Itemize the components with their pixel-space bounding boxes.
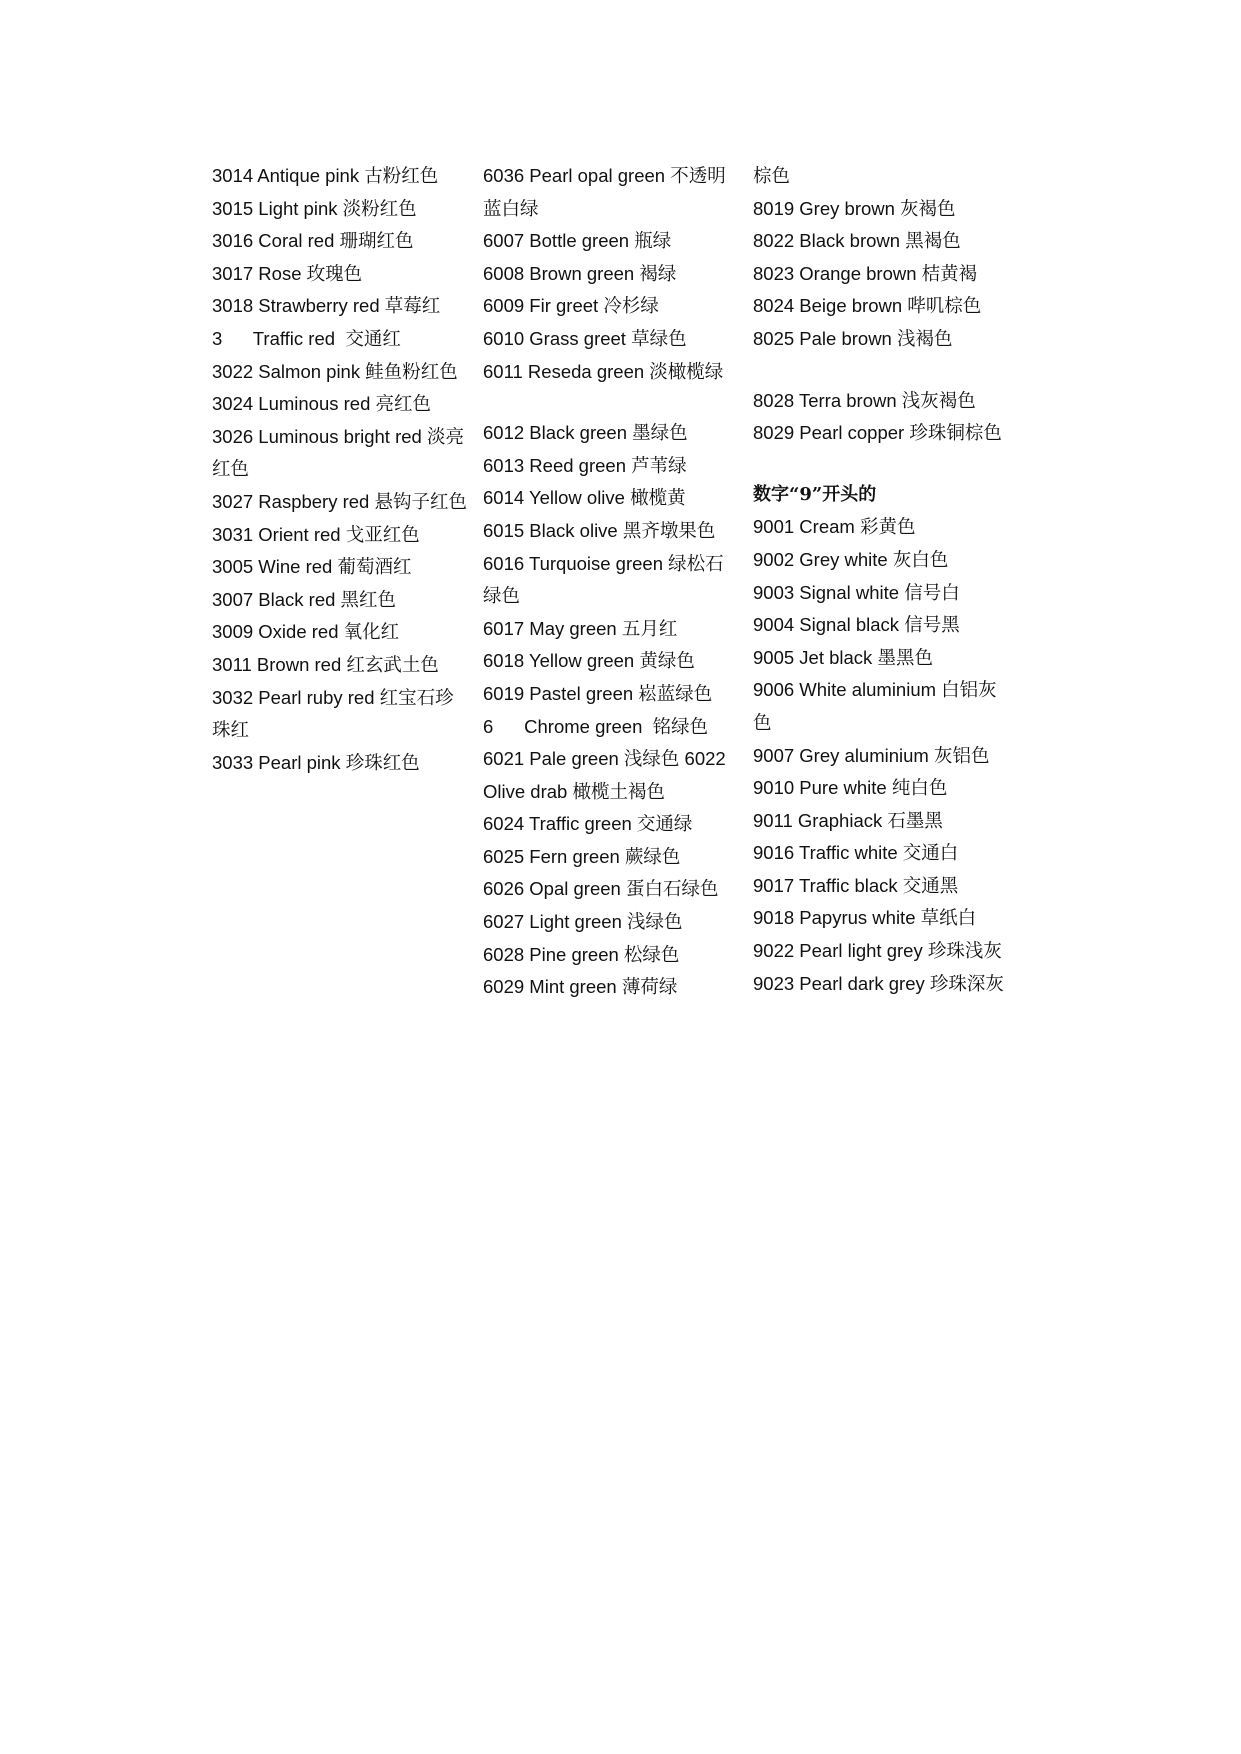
color-entry: 3026 Luminous bright red 淡亮 — [212, 425, 464, 447]
color-entry: 3018 Strawberry red 草莓红 — [212, 295, 441, 317]
blank-line — [753, 356, 1023, 385]
color-entry: 3009 Oxide red 氧化红 — [212, 621, 400, 643]
color-entry: 6 Chrome green 铭绿色 — [483, 715, 709, 737]
color-entry-continuation: 蓝白绿 — [483, 197, 539, 219]
color-entry: 3022 Salmon pink 鲑鱼粉红色 — [212, 360, 458, 382]
color-entry: 3033 Pearl pink 珍珠红色 — [212, 751, 420, 773]
color-entry: 6026 Opal green 蛋白石绿色 — [483, 878, 719, 900]
color-entry: 6016 Turquoise green 绿松石 — [483, 552, 724, 574]
color-entry-continuation: 棕色 — [753, 165, 791, 186]
color-entry: 9018 Papyrus white 草纸白 — [753, 907, 977, 929]
color-entry: 3024 Luminous red 亮红色 — [212, 393, 432, 415]
blank-line — [753, 450, 1023, 479]
color-entry: 6027 Light green 浅绿色 — [483, 911, 683, 933]
color-entry: 6010 Grass greet 草绿色 — [483, 327, 687, 349]
color-entry: 9010 Pure white 纯白色 — [753, 777, 948, 799]
color-entry: 3 Traffic red 交通红 — [212, 327, 401, 349]
color-entry: 3005 Wine red 葡萄酒红 — [212, 556, 412, 578]
color-entry: 9005 Jet black 墨黑色 — [753, 646, 933, 668]
color-list-column-right — [753, 160, 1023, 1000]
color-entry: 6009 Fir greet 冷杉绿 — [483, 295, 659, 317]
color-entry: 8024 Beige brown 哔叽棕色 — [753, 295, 982, 317]
color-entry: 3011 Brown red 红玄武土色 — [212, 653, 439, 675]
section-heading: 数字“9”开头的 — [753, 483, 877, 505]
color-entry: 3007 Black red 黑红色 — [212, 588, 397, 610]
color-entry: 8025 Pale brown 浅褐色 — [753, 327, 953, 349]
color-entry: 6019 Pastel green 崧蓝绿色 — [483, 682, 713, 704]
color-entry: 3032 Pearl ruby red 红宝石珍 — [212, 686, 454, 708]
color-entry: 3027 Raspbery red 悬钩子红色 — [212, 490, 467, 512]
color-entry: 8023 Orange brown 桔黄褐 — [753, 262, 978, 284]
color-entry: 8022 Black brown 黑褐色 — [753, 230, 961, 252]
color-entry: 9011 Graphiack 石墨黑 — [753, 809, 943, 831]
color-entry: 6007 Bottle green 瓶绿 — [483, 230, 672, 252]
color-entry: 6029 Mint green 薄荷绿 — [483, 976, 678, 998]
color-entry: 9006 White aluminium 白铝灰 — [753, 679, 997, 701]
color-entry-continuation: 绿色 — [483, 585, 521, 607]
color-entry: 6018 Yellow green 黄绿色 — [483, 650, 695, 672]
blank-line — [483, 388, 745, 417]
color-entry: 3015 Light pink 淡粉红色 — [212, 197, 417, 219]
color-entry: 6021 Pale green 浅绿色 6022 — [483, 748, 726, 770]
color-entry: 6028 Pine green 松绿色 — [483, 943, 680, 965]
color-entry: 9016 Traffic white 交通白 — [753, 842, 959, 864]
color-entry: 6036 Pearl opal green 不透明 — [483, 165, 726, 186]
color-entry: 6013 Reed green 芦苇绿 — [483, 454, 687, 476]
color-entry: 3031 Orient red 戈亚红色 — [212, 523, 420, 545]
color-entry: 6012 Black green 墨绿色 — [483, 422, 688, 444]
color-entry: 6008 Brown green 褐绿 — [483, 262, 677, 284]
color-entry: 6024 Traffic green 交通绿 — [483, 813, 693, 835]
color-entry: 3014 Antique pink 古粉红色 — [212, 165, 439, 186]
color-entry: 6025 Fern green 蕨绿色 — [483, 845, 681, 867]
color-entry: 9002 Grey white 灰白色 — [753, 548, 949, 570]
color-entry: 6017 May green 五月红 — [483, 617, 678, 639]
color-entry: 9017 Traffic black 交通黑 — [753, 874, 959, 896]
color-list-column-left — [212, 160, 480, 779]
color-entry: 3017 Rose 玫瑰色 — [212, 262, 363, 284]
color-entry: 6015 Black olive 黑齐墩果色 — [483, 519, 716, 541]
color-entry: 9004 Signal black 信号黑 — [753, 614, 960, 636]
color-entry: 6014 Yellow olive 橄榄黄 — [483, 487, 686, 509]
color-entry: 9003 Signal white 信号白 — [753, 581, 960, 603]
color-entry: 9007 Grey aluminium 灰铝色 — [753, 744, 990, 766]
color-entry-continuation: 珠红 — [212, 719, 250, 741]
color-entry-continuation: Olive drab 橄榄土褐色 — [483, 780, 665, 802]
color-entry: 9001 Cream 彩黄色 — [753, 516, 916, 538]
color-entry: 9023 Pearl dark grey 珍珠深灰 — [753, 972, 1004, 994]
color-entry: 8028 Terra brown 浅灰褐色 — [753, 389, 976, 411]
color-list-column-middle — [483, 160, 745, 1004]
color-entry: 3016 Coral red 珊瑚红色 — [212, 230, 414, 252]
color-entry: 6011 Reseda green 淡橄榄绿 — [483, 360, 724, 382]
color-entry-continuation: 色 — [753, 711, 772, 733]
color-entry: 9022 Pearl light grey 珍珠浅灰 — [753, 940, 1002, 962]
color-entry: 8029 Pearl copper 珍珠铜棕色 — [753, 422, 1002, 444]
color-entry-continuation: 红色 — [212, 458, 250, 480]
color-entry: 8019 Grey brown 灰褐色 — [753, 197, 956, 219]
